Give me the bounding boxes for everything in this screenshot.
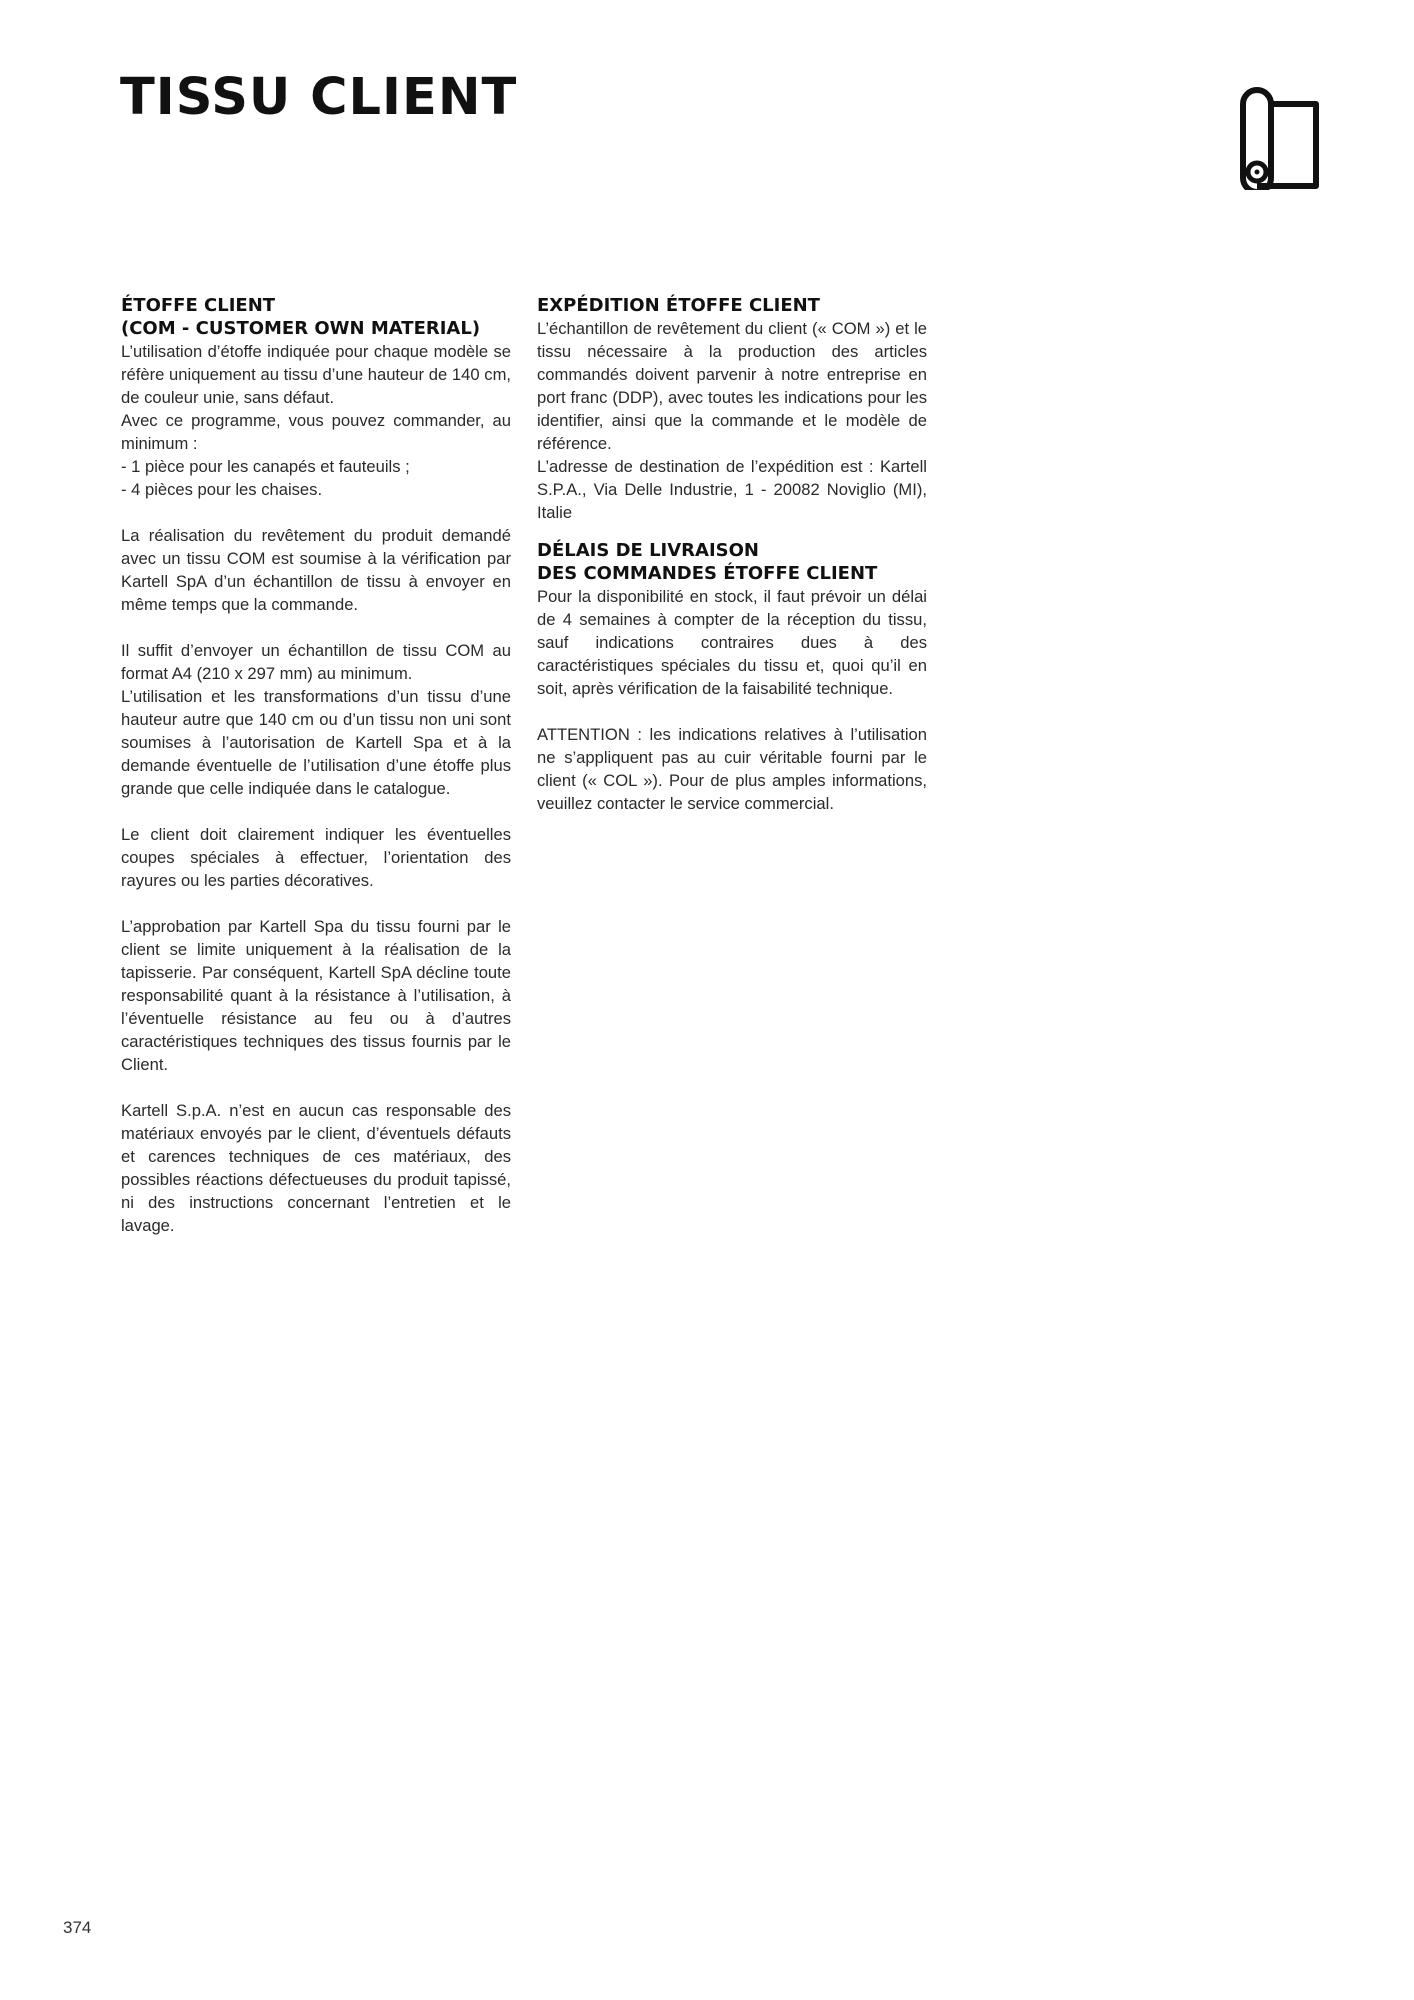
left-column [121, 294, 511, 1237]
section-heading-delais: DÉLAIS DE LIVRAISON [537, 540, 759, 561]
paragraph: Kartell S.p.A. n’est en aucun cas responsable des matériaux envoyés par le client, d’éventuels défauts et carences techniques de ces matériaux, des possibles réactions défectueuses du produit tapissé, ni des instructions concernant l’entretien et le lavage. [121, 1101, 511, 1235]
section-heading-commandes: DES COMMANDES ÉTOFFE CLIENT [537, 563, 878, 584]
section-heading-expedition: EXPÉDITION ÉTOFFE CLIENT [537, 295, 820, 316]
paragraph: L’utilisation d’étoffe indiquée pour chaque modèle se réfère uniquement au tissu d’une hauteur de 140 cm, de couleur unie, sans défaut. [121, 342, 511, 407]
paragraph: L’utilisation et les transformations d’un tissu d’une hauteur autre que 140 cm ou d’un tissu non uni sont soumises à l’autorisation de Kartell Spa et à la demande éventuelle de l’utilisation d’une étoffe plus grande que celle indiquée dans le catalogue. [121, 687, 511, 798]
page-number: 374 [63, 1918, 92, 1937]
paragraph: Il suffit d’envoyer un échantillon de tissu COM au format A4 (210 x 297 mm) au minimum. [121, 641, 511, 683]
paragraph: Le client doit clairement indiquer les éventuelles coupes spéciales à effectuer, l’orientation des rayures ou les parties décoratives. [121, 825, 511, 890]
paragraph: L’adresse de destination de l’expédition est : Kartell S.P.A., Via Delle Industrie, 1 - 20082 Noviglio (MI), Italie [537, 457, 927, 522]
paragraph: La réalisation du revêtement du produit demandé avec un tissu COM est soumise à la vérification par Kartell SpA d’un échantillon de tissu à envoyer en même temps que la commande. [121, 526, 511, 614]
paragraph: L’échantillon de revêtement du client (« COM ») et le tissu nécessaire à la production des articles commandés doivent parvenir à notre entreprise en port franc (DDP), avec toutes les indications pour les identifier, ainsi que la commande et le modèle de référence. [537, 319, 927, 453]
section-heading-com: (COM - CUSTOMER OWN MATERIAL) [121, 318, 481, 339]
right-column [537, 294, 927, 815]
fabric-roll-icon [1233, 80, 1319, 190]
list-item: - 4 pièces pour les chaises. [121, 480, 323, 499]
paragraph: ATTENTION : les indications relatives à l’utilisation ne s’appliquent pas au cuir véritable fourni par le client (« COL »). Pour de plus amples informations, veuillez contacter le service commercial. [537, 725, 927, 813]
paragraph: Avec ce programme, vous pouvez commander, au minimum : [121, 411, 511, 453]
page-title: TISSU CLIENT [120, 68, 518, 127]
section-heading-etoffe-client: ÉTOFFE CLIENT [121, 295, 276, 316]
paragraph: L’approbation par Kartell Spa du tissu fourni par le client se limite uniquement à la réalisation de la tapisserie. Par conséquent, Kartell SpA décline toute responsabilité quant à la résistance à l’utilisation, à l’éventuelle résistance au feu ou à d’autres caractéristiques techniques des tissus fournis par le Client. [121, 917, 511, 1074]
list-item: - 1 pièce pour les canapés et fauteuils ; [121, 457, 410, 476]
paragraph: Pour la disponibilité en stock, il faut prévoir un délai de 4 semaines à compter de la réception du tissu, sauf indications contraires dues à des caractéristiques spéciales du tissu et, quoi qu’il en soit, après vérification de la faisabilité technique. [537, 587, 927, 698]
